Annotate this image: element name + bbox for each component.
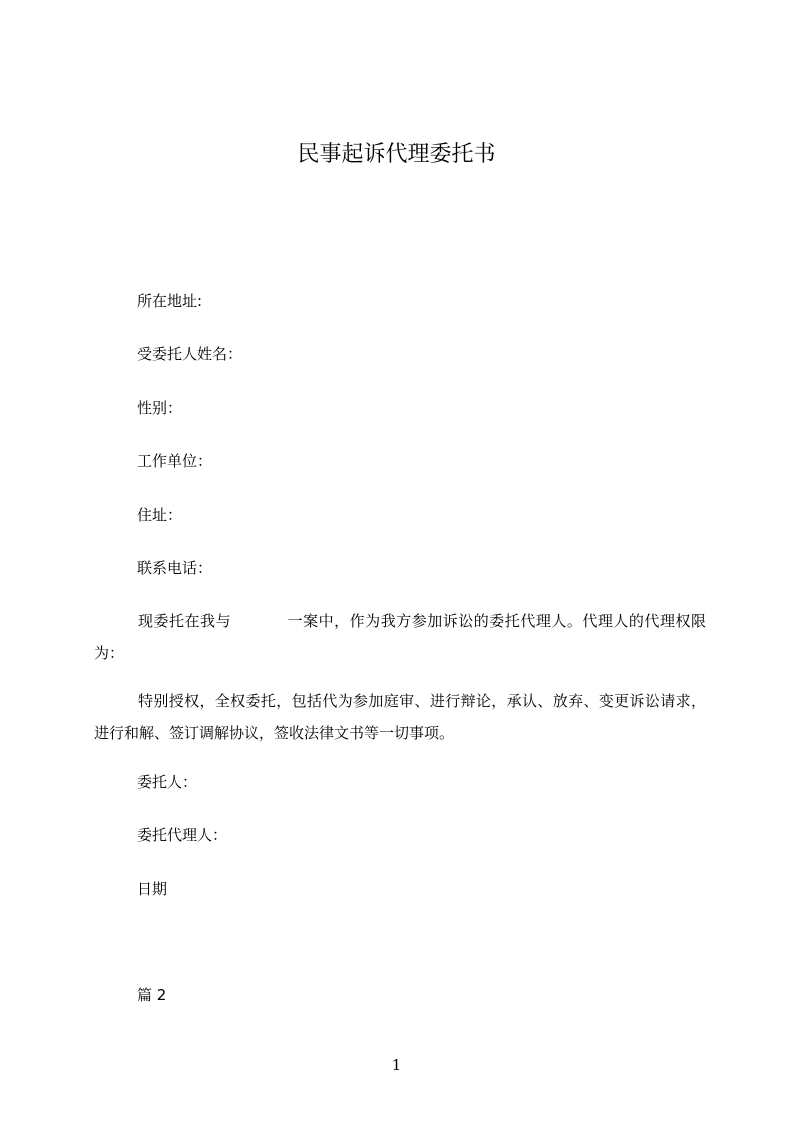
page-number: 1 [391, 1056, 402, 1074]
phone-field-label: 联系电话： [137, 559, 213, 577]
document-title: 民事起诉代理委托书 [297, 142, 496, 167]
address-field-label: 所在地址: [137, 292, 203, 310]
authorization-text-end: 一案中，作为我方参加诉讼的委托代理人。代理人的代理权限为： [94, 612, 706, 662]
principal-signature-label: 委托人： [137, 773, 198, 791]
authorization-text-start: 现委托在我与 [138, 612, 232, 630]
section-label: 篇 2 [137, 986, 167, 1004]
residence-field-label: 住址： [137, 506, 183, 524]
date-label: 日期 [137, 880, 168, 898]
agent-signature-label: 委托代理人： [137, 826, 228, 844]
gender-field-label: 性别： [137, 399, 183, 417]
agent-name-field-label: 受委托人姓名： [137, 345, 243, 363]
work-unit-field-label: 工作单位： [137, 452, 213, 470]
authorization-paragraph [94, 605, 706, 669]
scope-paragraph: 特别授权，全权委托，包括代为参加庭审、进行辩论，承认、放弃、变更诉讼请求，进行和解、签订调解协议，签收法律文书等一切事项。 [94, 692, 706, 742]
